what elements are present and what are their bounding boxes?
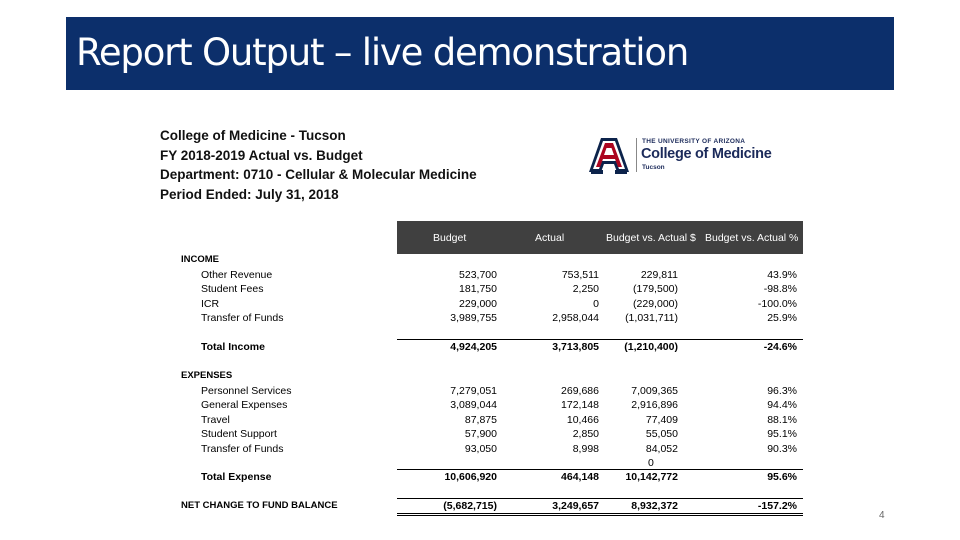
row-label: Other Revenue [201,269,273,281]
table-row [0,442,960,456]
cell-pct: 95.1% [767,428,797,440]
row-label: NET CHANGE TO FUND BALANCE [181,500,338,511]
row-label: ICR [201,298,220,310]
col-diff-pct: Budget vs. Actual % [705,232,799,244]
cell-pct: -157.2% [757,500,797,512]
cell-actual: 2,250 [572,283,599,295]
cell-actual: 464,148 [561,471,599,483]
row-label: Travel [201,414,230,426]
arizona-a-logo-icon [587,136,631,176]
table-row [0,456,960,470]
cell-pct: -98.8% [763,283,797,295]
net-double-rule-1 [397,513,803,514]
cell-pct: 43.9% [767,269,797,281]
cell-budget: 57,900 [464,428,497,440]
cell-diff: (179,500) [633,283,678,295]
cell-diff: 229,811 [640,269,678,281]
cell-actual: 10,466 [566,414,599,426]
cell-diff: (1,031,711) [625,312,678,324]
cell-budget: 93,050 [464,443,497,455]
row-label: Transfer of Funds [201,312,284,324]
logo-university: THE UNIVERSITY OF ARIZONA [642,138,746,145]
cell-actual: 3,713,805 [552,341,599,353]
table-row [0,268,960,282]
cell-budget: (5,682,715) [443,500,497,512]
row-label: Total Income [201,341,265,353]
cell-diff: 8,932,372 [631,500,678,512]
page-number: 4 [879,510,885,521]
cell-budget: 181,750 [459,283,497,295]
table-header [397,221,803,254]
cell-actual: 3,249,657 [552,500,599,512]
table-row [0,297,960,311]
row-label: General Expenses [201,399,288,411]
total-expense-row [0,470,960,484]
cell-actual: 753,511 [561,269,599,281]
cell-pct: 90.3% [767,443,797,455]
cell-actual: 0 [593,298,599,310]
cell-diff: 7,009,365 [631,385,678,397]
row-label: Transfer of Funds [201,443,284,455]
report-department: Department: 0710 - Cellular & Molecular Medicine [160,167,477,182]
report-period: Period Ended: July 31, 2018 [160,186,339,202]
cell-actual: 2,850 [572,428,599,440]
report-org: College of Medicine - Tucson [160,128,346,143]
cell-pct: 88.1% [767,414,797,426]
cell-pct: 96.3% [767,385,797,397]
cell-extra: 0 [648,457,654,469]
report-header [160,126,477,204]
cell-actual: 2,958,044 [552,312,599,324]
income-label: INCOME [181,254,219,265]
cell-diff: 55,050 [645,428,678,440]
cell-pct: -100.0% [757,298,797,310]
col-budget: Budget [433,232,467,244]
cell-budget: 10,606,920 [444,471,497,483]
cell-budget: 229,000 [459,298,497,310]
cell-diff: 84,052 [645,443,678,455]
cell-actual: 172,148 [561,399,599,411]
income-section-row [0,253,960,267]
row-label: Student Support [201,428,277,440]
cell-pct: 95.6% [767,471,797,483]
logo-college: College of Medicine [641,146,772,162]
net-change-row [0,499,960,513]
table-row [0,413,960,427]
table-row [0,384,960,398]
expenses-label: EXPENSES [181,370,233,381]
logo-divider [636,138,637,172]
cell-budget: 523,700 [459,269,497,281]
cell-budget: 3,089,044 [450,399,497,411]
cell-pct: 94.4% [767,399,797,411]
college-logo [587,136,802,176]
cell-diff: 2,916,896 [631,399,678,411]
net-double-rule-2 [397,515,803,516]
cell-budget: 4,924,205 [450,341,497,353]
table-row [0,427,960,441]
col-actual: Actual [535,232,565,244]
cell-pct: 25.9% [767,312,797,324]
row-label: Total Expense [201,471,272,483]
cell-diff: (229,000) [633,298,678,310]
row-label: Personnel Services [201,385,292,397]
cell-budget: 3,989,755 [450,312,497,324]
cell-diff: (1,210,400) [624,341,678,353]
report-fiscal-year: FY 2018-2019 Actual vs. Budget [160,147,363,163]
cell-diff: 77,409 [645,414,678,426]
total-income-row [0,340,960,354]
table-row [0,282,960,296]
expenses-section-row [0,369,960,383]
table-row [0,311,960,325]
title-bar [66,17,894,90]
slide-title: Report Output – live demonstration [76,31,689,74]
cell-diff: 10,142,772 [625,471,678,483]
cell-pct: -24.6% [763,341,797,353]
logo-campus: Tucson [642,164,665,171]
cell-budget: 7,279,051 [450,385,497,397]
col-diff-dollar: Budget vs. Actual $ [606,232,696,244]
cell-budget: 87,875 [464,414,497,426]
row-label: Student Fees [201,283,264,295]
cell-actual: 269,686 [561,385,599,397]
cell-actual: 8,998 [572,443,599,455]
table-row [0,398,960,412]
